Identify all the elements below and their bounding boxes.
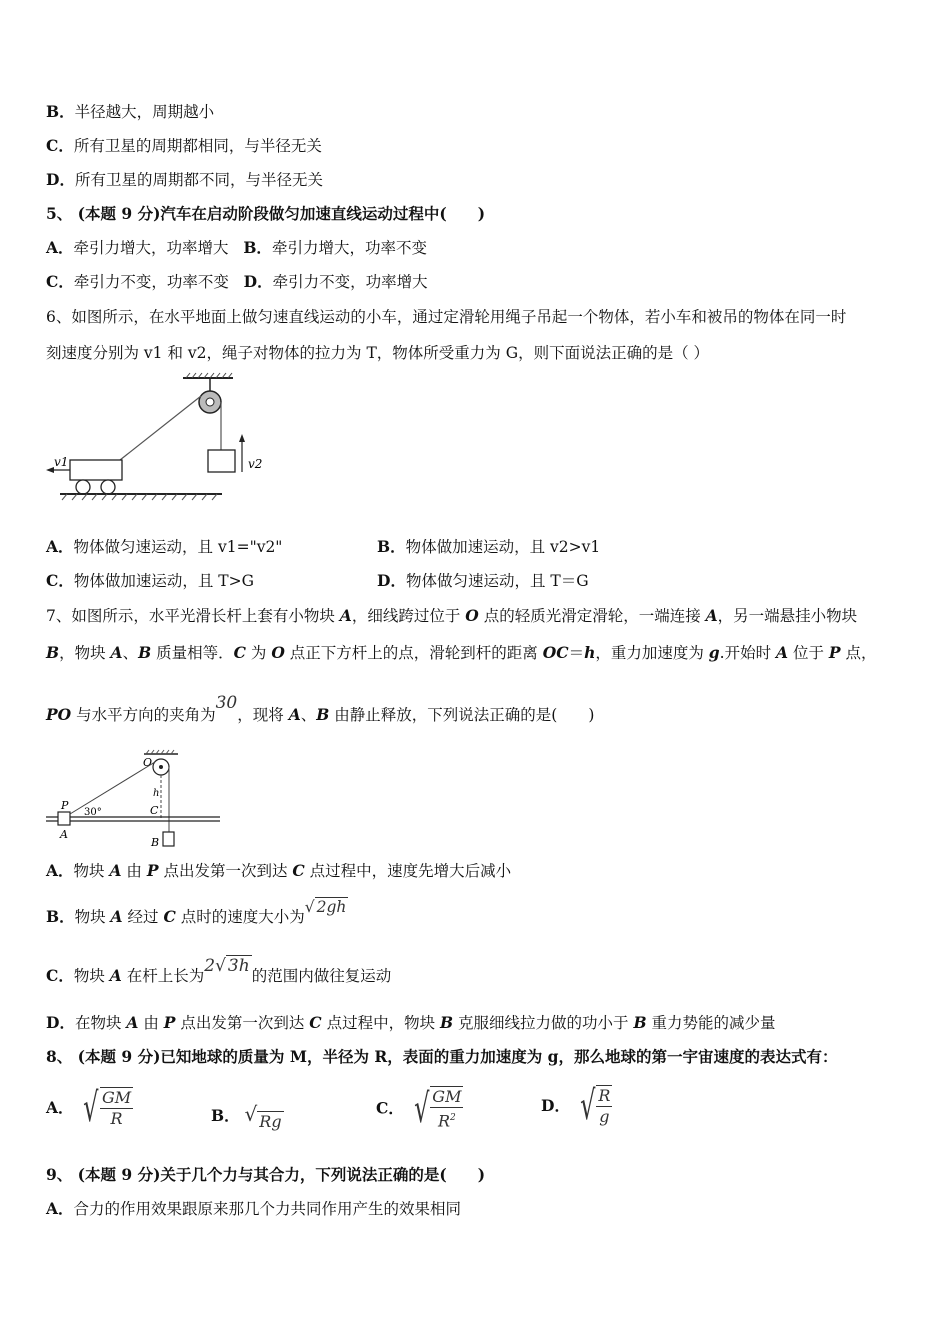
q7-option-d: D．在物块 A 由 P 点出发第一次到达 C 点过程中，物块 B 克服细线拉力做的功小于 B 重力势能的减少量 xyxy=(46,1013,776,1032)
q7-fig-P: P xyxy=(61,799,69,812)
q7-stem-line1: 7、如图所示，水平光滑长杆上套有小物块 A，细线跨过位于 O 点的轻质光滑定滑轮，一端连接 A，另一端悬挂小物块 xyxy=(46,606,858,625)
q7-fig-angle: 30° xyxy=(84,807,102,818)
q4-option-d: D．所有卫星的周期都不同，与半径无关 xyxy=(46,170,323,189)
q6-stem-line1: 6、如图所示，在水平地面上做匀速直线运动的小车，通过定滑轮用绳子吊起一个物体，若小车和被吊的物体在同一时 xyxy=(46,308,847,326)
q7-option-b: B．物块 A 经过 C 点时的速度大小为√ 2gh xyxy=(46,898,347,926)
q6-option-c: C．物体做加速运动，且 T>G xyxy=(46,571,254,590)
q4-option-b: B．半径越大，周期越小 xyxy=(46,102,215,121)
q7-figure-rod-pulley xyxy=(40,748,230,852)
q8-option-c: C． √ $\frac{GM}{R^2}$ xyxy=(376,1085,462,1132)
q6-fig-v1: v1 xyxy=(54,455,69,469)
q6-stem-line2: 刻速度分别为 v1 和 v2，绳子对物体的拉力为 T，物体所受重力为 G，则下面说法正确的是（ ） xyxy=(46,344,710,362)
q7-fig-A: A xyxy=(60,828,68,841)
q7-stem-line2: B，物块 A、B 质量相等．C 为 O 点正下方杆上的点，滑轮到杆的距离 OC＝h，重力加速度为 g.开始时 A 位于 P 点， xyxy=(46,643,877,662)
q5-options-ab: A．牵引力增大，功率增大 B．牵引力增大，功率不变 xyxy=(46,238,427,257)
q7-option-c: C．物块 A 在杆上长为2√ 3h 的范围内做往复运动 xyxy=(46,956,392,985)
q8-stem: 8、 (本题 9 分)已知地球的质量为 M，半径为 R，表面的重力加速度为 g，那么地球的第一宇宙速度的表达式有： xyxy=(46,1047,838,1066)
q9-option-a: A．合力的作用效果跟原来那几个力共同作用产生的效果相同 xyxy=(46,1199,462,1218)
q7-fig-C: C xyxy=(150,804,159,817)
expr-2sqrt3h: 2√ 3h xyxy=(204,956,250,976)
q5-stem: 5、 (本题 9 分)汽车在启动阶段做匀加速直线运动过程中( ) xyxy=(46,204,486,223)
q8-option-d: D． √ $\frac{R}{g}$ xyxy=(541,1083,611,1129)
q7-fig-O: O xyxy=(143,756,153,769)
q5-options-cd: C．牵引力不变，功率不变 D．牵引力不变，功率增大 xyxy=(46,272,428,291)
q6-fig-v2: v2 xyxy=(248,457,263,471)
q8-option-b: B． √ Rg xyxy=(211,1102,282,1131)
q6-option-b: B．物体做加速运动，且 v2>v1 xyxy=(377,537,601,556)
q6-option-d: D．物体做匀速运动，且 T＝G xyxy=(377,571,589,590)
q7-stem-line3: PO 与水平方向的夹角为30，现将 A、B 由静止释放，下列说法正确的是( ) xyxy=(46,693,595,724)
q6-option-a: A．物体做匀速运动，且 v1="v2" xyxy=(46,537,283,556)
q6-figure-cart-pulley xyxy=(40,372,280,508)
sqrt-2gh: √ 2gh xyxy=(304,898,347,916)
q7-fig-h: h xyxy=(153,788,160,799)
angle-30: 30 xyxy=(215,693,238,713)
q7-fig-B: B xyxy=(151,836,160,849)
q7-option-a: A．物块 A 由 P 点出发第一次到达 C 点过程中，速度先增大后减小 xyxy=(46,861,512,880)
q8-option-a: A． √ $\frac{GM}{R}$ xyxy=(46,1085,132,1131)
q9-stem: 9、 (本题 9 分)关于几个力与其合力，下列说法正确的是( ) xyxy=(46,1165,486,1184)
q4-option-c: C．所有卫星的周期都相同，与半径无关 xyxy=(46,136,322,155)
